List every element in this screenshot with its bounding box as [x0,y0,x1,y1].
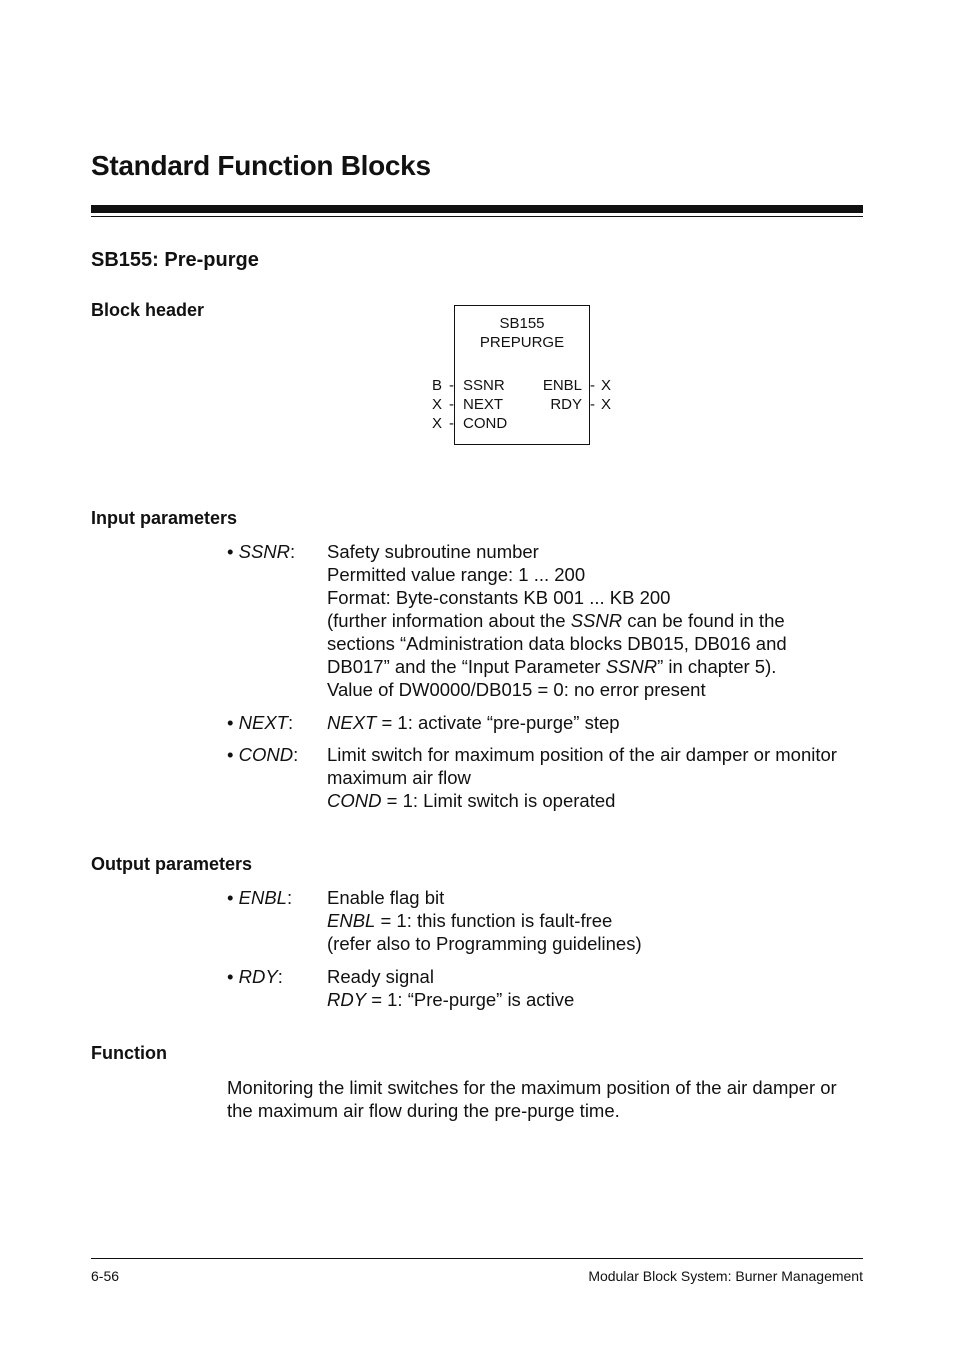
input-pin-name: SSNR [463,377,505,394]
block-name: PREPURGE [479,334,565,351]
bullet: • [227,887,234,908]
param-description [327,743,867,812]
param-name: SSNR [238,541,291,562]
function-description [227,1076,867,1122]
param-label [227,711,293,734]
output-pin-name: ENBL [542,377,582,394]
param-description [327,965,867,1011]
bullet: • [227,966,234,987]
desc-line: Safety subroutine number [327,541,539,562]
param-label [227,540,295,563]
footer-rule [91,1258,863,1259]
bullet: • [227,712,234,733]
desc-line: maximum air flow [327,767,471,788]
param-colon: : [290,541,296,562]
param-label [227,886,292,909]
footer-doc-title: Modular Block System: Burner Management [588,1268,863,1284]
function-heading: Function [91,1043,167,1063]
param-colon: : [286,887,293,908]
param-name: RDY [238,966,278,987]
desc-line: (further information about the SSNR can be found in the [327,610,785,631]
function-line: Monitoring the limit switches for the maximum position of the air damper or [227,1077,837,1098]
input-pin-dash: - [449,396,454,413]
input-pin-type: B [432,377,443,394]
param-colon: : [277,966,283,987]
param-description [327,540,867,701]
desc-line: NEXT = 1: activate “pre-purge” step [327,712,620,733]
param-name: NEXT [238,712,288,733]
section-title: SB155: Pre-purge [91,249,259,271]
input-pin-name: COND [463,415,508,432]
input-pin-dash: - [449,415,454,432]
desc-line: Permitted value range: 1 ... 200 [327,564,586,585]
header-rule-thick [91,205,863,213]
desc-line: sections “Administration data blocks DB015, DB016 and [327,633,787,654]
desc-line: Format: Byte-constants KB 001 ... KB 200 [327,587,671,608]
desc-line: Limit switch for maximum position of the air damper or monitor [327,744,837,765]
desc-line: RDY = 1: “Pre-purge” is active [327,989,575,1010]
param-colon: : [287,712,294,733]
input-pin-name: NEXT [463,396,504,413]
desc-line: Value of DW0000/DB015 = 0: no error present [327,679,706,700]
header-rule-thin [91,216,863,217]
param-label [227,965,283,988]
input-parameters-heading: Input parameters [91,508,238,528]
chapter-title: Standard Function Blocks [91,150,431,181]
param-colon: : [293,744,299,765]
param-description [327,711,867,734]
desc-line: COND = 1: Limit switch is operated [327,790,616,811]
block-id: SB155 [499,315,545,332]
bullet: • [227,744,234,765]
input-pin-type: X [432,396,443,413]
desc-line: ENBL = 1: this function is fault-free [327,910,613,931]
desc-line: Ready signal [327,966,434,987]
block-header-heading: Block header [91,300,205,320]
output-pin-name: RDY [550,396,582,413]
output-parameters-heading: Output parameters [91,854,253,874]
desc-line: Enable flag bit [327,887,445,908]
output-pin-dash: - [590,377,595,394]
page-number: 6-56 [91,1268,120,1284]
function-line: the maximum air flow during the pre-purge time. [227,1100,620,1121]
param-name: COND [238,744,294,765]
bullet: • [227,541,234,562]
output-pin-dash: - [590,396,595,413]
param-label [227,743,298,766]
param-description [327,886,867,955]
desc-line: (refer also to Programming guidelines) [327,933,642,954]
output-pin-type: X [601,396,612,413]
input-pin-dash: - [449,377,454,394]
input-pin-type: X [432,415,443,432]
output-pin-type: X [601,377,612,394]
desc-line: DB017” and the “Input Parameter SSNR” in chapter 5). [327,656,777,677]
param-name: ENBL [238,887,287,908]
